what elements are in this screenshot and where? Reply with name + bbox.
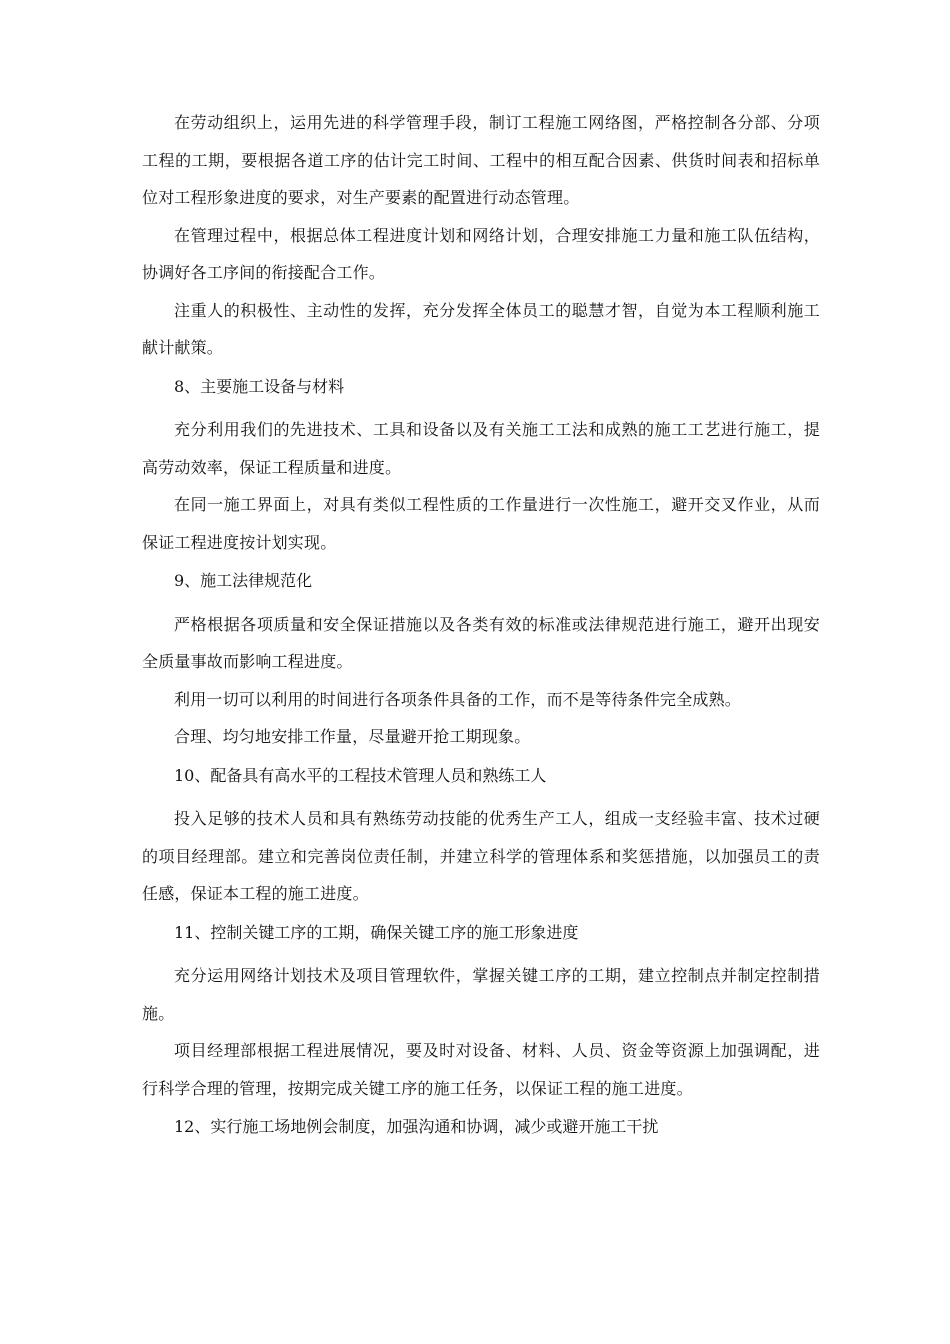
paragraph-use-time: 利用一切可以利用的时间进行各项条件具备的工作，而不是等待条件完全成熟。 — [174, 689, 742, 709]
paragraph-labor-organization: 在劳动组织上，运用先进的科学管理手段，制订工程施工网络图，严格控制各分部、分项工程的工期，要根据各道工序的估计完工时间、工程中的相互配合因素、供货时间表和招标单位对工程形象进度的要求，对生产要素的配置进行动态管理。 — [142, 113, 820, 207]
paragraph-skilled-team: 投入足够的技术人员和具有熟练劳动技能的优秀生产工人，组成一支经验丰富、技术过硬的项目经理部。建立和完善岗位责任制，并建立科学的管理体系和奖惩措施，以加强员工的责任感，保证本工程的施工进度。 — [142, 809, 820, 903]
paragraph-even-workload: 合理、均匀地安排工作量，尽量避开抢工期现象。 — [174, 727, 531, 746]
paragraph-resource-allocation: 项目经理部根据工程进展情况，要及时对设备、材料、人员、资金等资源上加强调配，进行科学合理的管理，按期完成关键工序的施工任务，以保证工程的施工进度。 — [142, 1041, 820, 1098]
section-heading-8: 8、主要施工设备与材料 — [174, 376, 345, 396]
paragraph-quality-safety: 严格根据各项质量和安全保证措施以及各类有效的标准或法律规范进行施工，避开出现安全质量事故而影响工程进度。 — [142, 614, 820, 671]
paragraph-advanced-technology: 充分利用我们的先进技术、工具和设备以及有关施工工法和成熟的施工工艺进行施工，提高劳动效率，保证工程质量和进度。 — [142, 420, 820, 477]
section-heading-12: 12、实行施工场地例会制度，加强沟通和协调，减少或避开施工干扰 — [174, 1117, 659, 1136]
paragraph-one-time-construction: 在同一施工界面上，对具有类似工程性质的工作量进行一次性施工，避开交叉作业，从而保证工程进度按计划实现。 — [142, 495, 820, 552]
paragraph-management-process: 在管理过程中，根据总体工程进度计划和网络计划，合理安排施工力量和施工队伍结构，协调好各工序间的衔接配合工作。 — [142, 225, 820, 282]
paragraph-staff-initiative: 注重人的积极性、主动性的发挥，充分发挥全体员工的聪慧才智，自觉为本工程顺利施工献计献策。 — [142, 300, 820, 357]
section-heading-10: 10、配备具有高水平的工程技术管理人员和熟练工人 — [174, 765, 547, 785]
section-heading-11: 11、控制关键工序的工期，确保关键工序的施工形象进度 — [174, 922, 579, 942]
document-body — [142, 104, 820, 1152]
section-heading-9: 9、施工法律规范化 — [174, 571, 313, 590]
paragraph-network-planning: 充分运用网络计划技术及项目管理软件，掌握关键工序的工期，建立控制点并制定控制措施。 — [142, 966, 820, 1023]
